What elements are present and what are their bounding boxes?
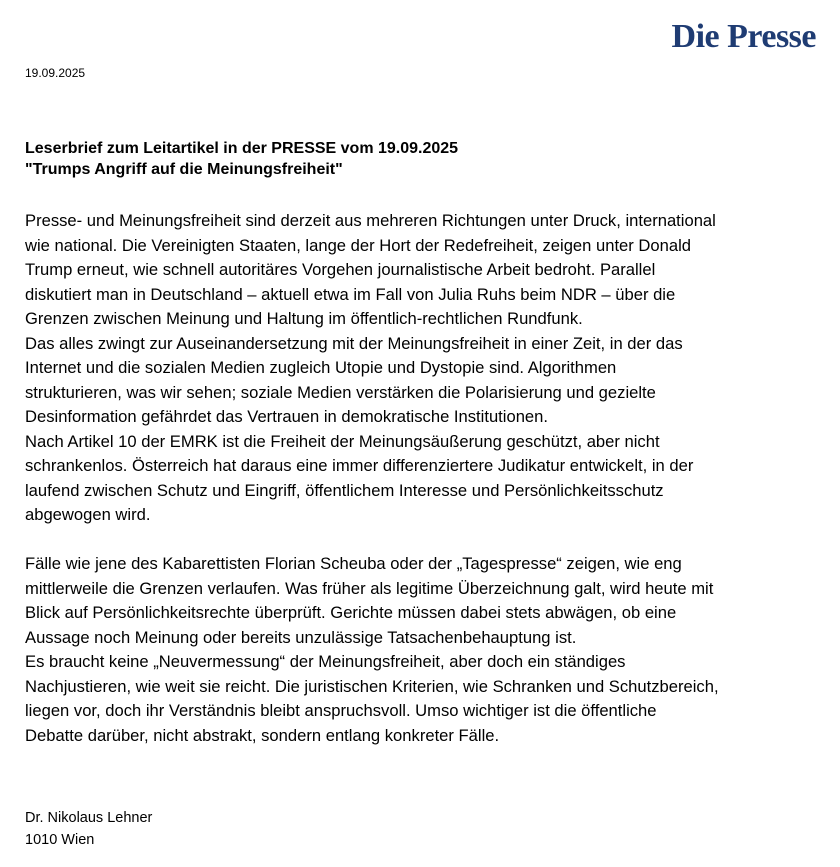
letter-heading bbox=[25, 138, 815, 180]
text-line: Aussage noch Meinung oder bereits unzulässige Tatsachenbehauptung ist. bbox=[25, 627, 577, 647]
text-line: Fälle wie jene des Kabarettisten Florian Scheuba oder der „Tagespresse“ zeigen, wie eng bbox=[25, 554, 682, 573]
text-line: schrankenlos. Österreich hat daraus eine immer differenziertere Judikatur entwickelt, in der bbox=[25, 456, 694, 475]
text-line: abgewogen wird. bbox=[25, 505, 151, 524]
paragraph-gap bbox=[25, 528, 825, 553]
text-line: wie national. Die Vereinigten Staaten, lange der Hort der Redefreiheit, zeigen unter Donald bbox=[25, 235, 692, 255]
paragraph-2 bbox=[25, 552, 825, 748]
text-line: mittlerweile die Grenzen verlaufen. Was früher als legitime Überzeichnung galt, wird heute mit bbox=[25, 578, 714, 598]
paragraph-1 bbox=[25, 209, 825, 528]
text-line: laufend zwischen Schutz und Eingriff, öffentlichem Interesse und Persönlichkeitsschutz bbox=[25, 480, 664, 500]
text-line: Nachjustieren, wie weit sie reicht. Die juristischen Kriterien, wie Schranken und Schutzbereich, bbox=[25, 676, 719, 696]
text-line: Internet und die sozialen Medien zugleich Utopie und Dystopie sind. Algorithmen bbox=[25, 358, 617, 377]
letter-body bbox=[25, 209, 825, 748]
signature-name: Dr. Nikolaus Lehner bbox=[25, 810, 153, 826]
die-presse-logo: Die Presse bbox=[671, 18, 816, 55]
text-line: strukturieren, was wir sehen; soziale Medien verstärken die Polarisierung und gezielte bbox=[25, 382, 656, 402]
text-line: diskutiert man in Deutschland – aktuell etwa im Fall von Julia Ruhs beim NDR – über die bbox=[25, 284, 676, 304]
text-line: Das alles zwingt zur Auseinandersetzung mit der Meinungsfreiheit in einer Zeit, in der das bbox=[25, 333, 683, 353]
text-line: Grenzen zwischen Meinung und Haltung im öffentlich-rechtlichen Rundfunk. bbox=[25, 309, 583, 328]
text-line: Nach Artikel 10 der EMRK ist die Freiheit der Meinungsäußerung geschützt, aber nicht bbox=[25, 431, 660, 451]
text-line: Es braucht keine „Neuvermessung“ der Meinungsfreiheit, aber doch ein ständiges bbox=[25, 652, 626, 671]
letter-date: 19.09.2025 bbox=[25, 66, 86, 80]
signature-block bbox=[25, 807, 152, 851]
text-line: liegen vor, doch ihr Verständnis bleibt anspruchsvoll. Umso wichtiger ist die öffentliche bbox=[25, 701, 657, 720]
signature-city: 1010 Wien bbox=[25, 832, 95, 848]
text-line: Debatte darüber, nicht abstrakt, sondern entlang konkreter Fälle. bbox=[25, 725, 500, 745]
text-line: Presse- und Meinungsfreiheit sind derzeit aus mehreren Richtungen unter Druck, international bbox=[25, 211, 716, 230]
text-line: Trump erneut, wie schnell autoritäres Vorgehen journalistische Arbeit bedroht. Parallel bbox=[25, 260, 656, 279]
heading-line-2: "Trumps Angriff auf die Meinungsfreiheit" bbox=[25, 161, 343, 178]
text-line: Blick auf Persönlichkeitsrechte überprüft. Gerichte müssen dabei stets abwägen, ob eine bbox=[25, 603, 677, 622]
text-line: Desinformation gefährdet das Vertrauen in demokratische Institutionen. bbox=[25, 407, 549, 426]
heading-line-1: Leserbrief zum Leitartikel in der PRESSE vom 19.09.2025 bbox=[25, 140, 459, 157]
